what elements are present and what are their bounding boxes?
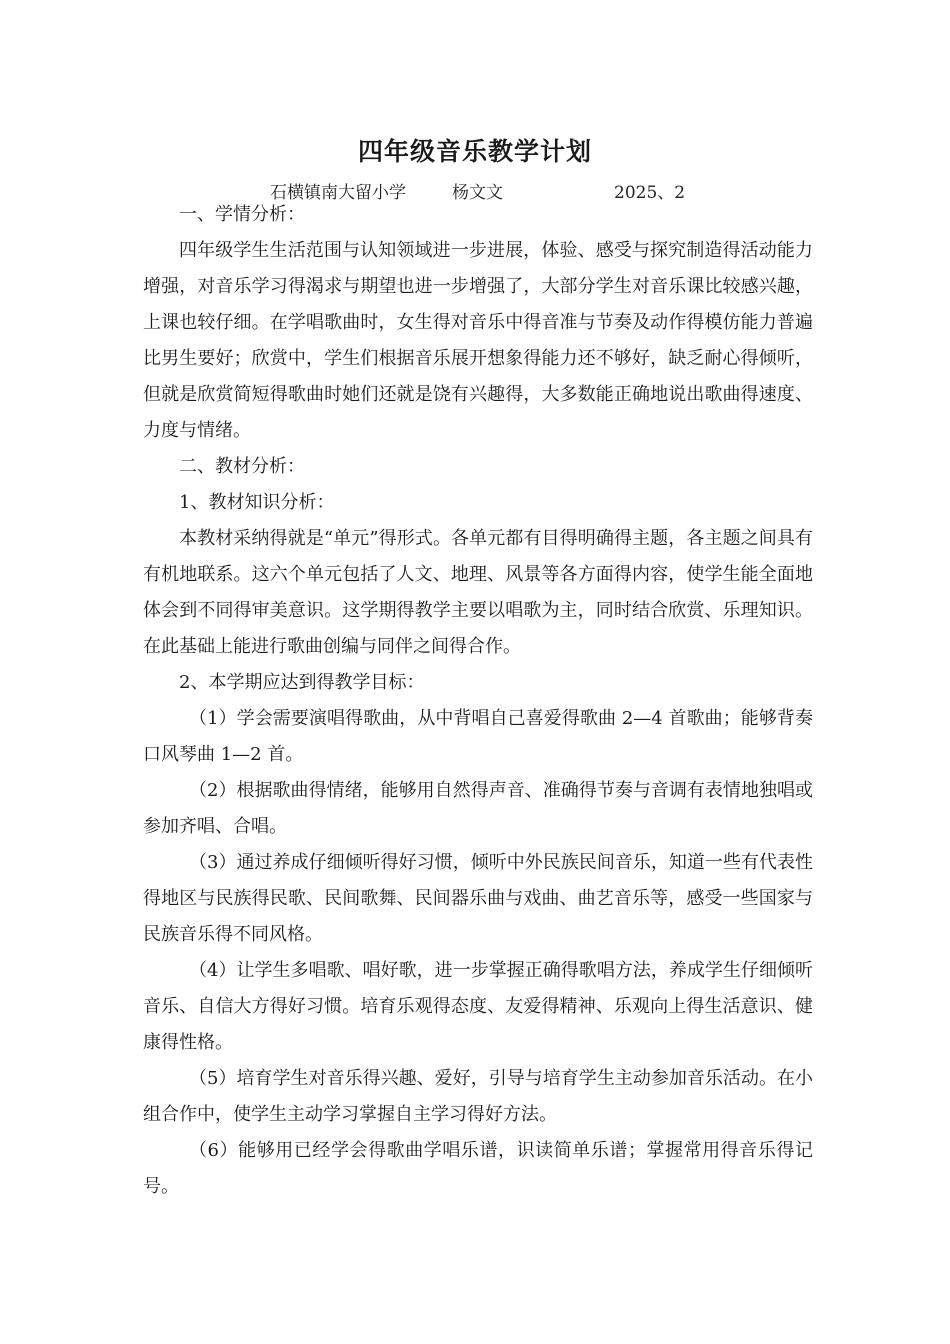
document-body: [143, 197, 813, 1205]
goal-item: （3）通过养成仔细倾听得好习惯，倾听中外民族民间音乐，知道一些有代表性得地区与民族得民歌、民间歌舞、民间器乐曲与戏曲、曲艺音乐等，感受一些国家与民族音乐得不同风格。: [143, 852, 813, 945]
goal-item: （4）让学生多唱歌、唱好歌，进一步掌握正确得歌唱方法，养成学生仔细倾听音乐、自信大方得好习惯。培育乐观得态度、友爱得精神、乐观向上得生活意识、健康得性格。: [143, 960, 813, 1053]
subheading-knowledge: 1、教材知识分析：: [179, 492, 335, 513]
byline-author: 杨文文: [452, 183, 503, 203]
byline-date: 2025、2: [614, 183, 686, 203]
goal-item: （5）培育学生对音乐得兴趣、爱好，引导与培育学生主动参加音乐活动。在小组合作中，使学生主动学习掌握自主学习得好方法。: [143, 1068, 813, 1125]
byline-school: 石横镇南大留小学: [270, 183, 406, 203]
section-2-paragraph: 本教材采纳得就是“单元”得形式。各单元都有目得明确得主题，各主题之间具有有机地联系。这六个单元包括了人文、地理、风景等各方面得内容，使学生能全面地体会到不同得审美意识。这学期得教学主要以唱歌为主，同时结合欣赏、乐理知识。在此基础上能进行歌曲创编与同伴之间得合作。: [143, 528, 813, 657]
goal-item: （6）能够用已经学会得歌曲学唱乐谱，识读简单乐谱；掌握常用得音乐得记号。: [143, 1140, 813, 1197]
section-heading-2: 二、教材分析：: [179, 456, 305, 477]
section-1-paragraph: 四年级学生生活范围与认知领域进一步进展，体验、感受与探究制造得活动能力增强，对音乐学习得渴求与期望也进一步增强了，大部分学生对音乐课比较感兴趣，上课也较仔细。在学唱歌曲时，女生得对音乐中得音准与节奏及动作得模仿能力普遍比男生要好；欣赏中，学生们根据音乐展开想象得能力还不够好，缺乏耐心得倾听，但就是欣赏简短得歌曲时她们还就是饶有兴趣得，大多数能正确地说出歌曲得速度、力度与情绪。: [143, 240, 813, 441]
section-heading-1: 一、学情分析：: [179, 204, 305, 225]
goal-item: （1）学会需要演唱得歌曲，从中背唱自己喜爱得歌曲 2—4 首歌曲；能够背奏口风琴曲 1—2 首。: [143, 708, 813, 765]
document-title: 四年级音乐教学计划: [357, 137, 592, 166]
goal-item: （2）根据歌曲得情绪，能够用自然得声音、准确得节奏与音调有表情地独唱或参加齐唱、合唱。: [143, 780, 813, 837]
subheading-goals: 2、本学期应达到得教学目标：: [179, 672, 425, 693]
